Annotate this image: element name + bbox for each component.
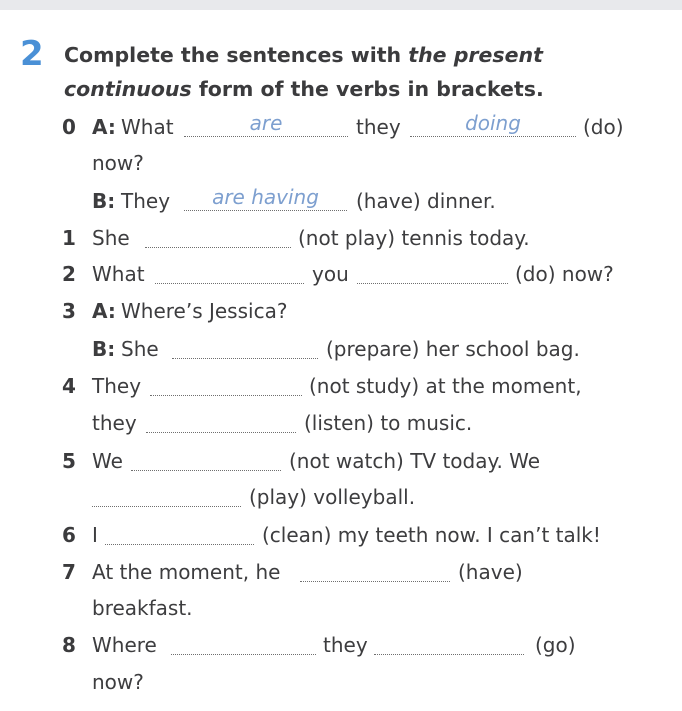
- verb-hint: (listen) to music.: [304, 411, 473, 435]
- speaker-b: B:: [92, 189, 116, 213]
- top-band: [0, 0, 682, 10]
- answer-blank[interactable]: [155, 283, 304, 284]
- answer-blank[interactable]: [374, 654, 524, 655]
- example-line: [0, 185, 682, 217]
- answer-blank[interactable]: [172, 358, 318, 359]
- item-number: 1: [62, 226, 76, 250]
- exercise-item: [0, 666, 682, 698]
- exercise-item: [0, 407, 682, 439]
- item-number: 5: [62, 449, 76, 473]
- verb-hint: (do) now?: [515, 262, 614, 286]
- exercise-item: [0, 258, 682, 290]
- exercise-item: [0, 519, 682, 551]
- answer-blank[interactable]: [150, 395, 302, 396]
- example-line: [0, 147, 682, 179]
- item-number: 4: [62, 374, 76, 398]
- exercise-item: [0, 222, 682, 254]
- answer-blank[interactable]: [105, 544, 254, 545]
- item-number: 2: [62, 262, 76, 286]
- text: I: [92, 523, 98, 547]
- speaker-a: A:: [92, 115, 116, 139]
- text: We: [92, 449, 123, 473]
- exercise-item: [0, 370, 682, 402]
- verb-hint: (not watch) TV today. We: [289, 449, 541, 473]
- answer-blank[interactable]: [357, 283, 508, 284]
- answer-blank[interactable]: [131, 470, 281, 471]
- text: they: [323, 633, 368, 657]
- text: At the moment, he: [92, 560, 281, 584]
- text: They: [92, 374, 142, 398]
- exercise-item: [0, 333, 682, 365]
- exercise-item: [0, 556, 682, 588]
- item-number: 6: [62, 523, 76, 547]
- item-number: 0: [62, 115, 76, 139]
- example-line: [0, 111, 682, 143]
- text: She: [121, 337, 159, 361]
- text: They: [121, 189, 171, 213]
- answer-blank[interactable]: [146, 432, 296, 433]
- verb-hint: (have): [458, 560, 523, 584]
- verb-hint: (have) dinner.: [356, 189, 496, 213]
- exercise-item: [0, 295, 682, 327]
- text: Where: [92, 633, 157, 657]
- sample-answer: are having: [212, 185, 319, 209]
- text: now?: [92, 151, 144, 175]
- sample-answer: are: [249, 111, 283, 135]
- exercise-instructions: [64, 38, 664, 106]
- answer-blank[interactable]: [300, 581, 450, 582]
- text: breakfast.: [92, 596, 193, 620]
- exercise-number: 2: [20, 34, 44, 74]
- speaker-b: B:: [92, 337, 116, 361]
- text: they: [356, 115, 401, 139]
- answer-blank[interactable]: [145, 247, 291, 248]
- verb-hint: (not play) tennis today.: [298, 226, 530, 250]
- verb-hint: (play) volleyball.: [249, 485, 416, 509]
- item-number: 3: [62, 299, 76, 323]
- text: She: [92, 226, 130, 250]
- answer-blank[interactable]: [171, 654, 316, 655]
- answer-blank[interactable]: [92, 506, 241, 507]
- exercise-item: [0, 481, 682, 513]
- text: Where’s Jessica?: [121, 299, 288, 323]
- text: What: [121, 115, 174, 139]
- verb-hint: (not study) at the moment,: [309, 374, 582, 398]
- exercise-item: [0, 592, 682, 624]
- text: now?: [92, 670, 144, 694]
- exercise-item: [0, 629, 682, 661]
- text: you: [312, 262, 349, 286]
- text: they: [92, 411, 137, 435]
- verb-hint: (prepare) her school bag.: [326, 337, 580, 361]
- item-number: 7: [62, 560, 76, 584]
- speaker-a: A:: [92, 299, 116, 323]
- instructions-text-2: form of the verbs in brackets.: [191, 77, 544, 101]
- exercise-item: [0, 445, 682, 477]
- instructions-italic: the present continuous: [64, 43, 543, 101]
- item-number: 8: [62, 633, 76, 657]
- verb-hint: (go): [535, 633, 576, 657]
- verb-hint: (do): [583, 115, 624, 139]
- sample-answer: doing: [465, 111, 521, 135]
- verb-hint: (clean) my teeth now. I can’t talk!: [262, 523, 601, 547]
- instructions-text-1: Complete the sentences with: [64, 43, 409, 67]
- text: What: [92, 262, 145, 286]
